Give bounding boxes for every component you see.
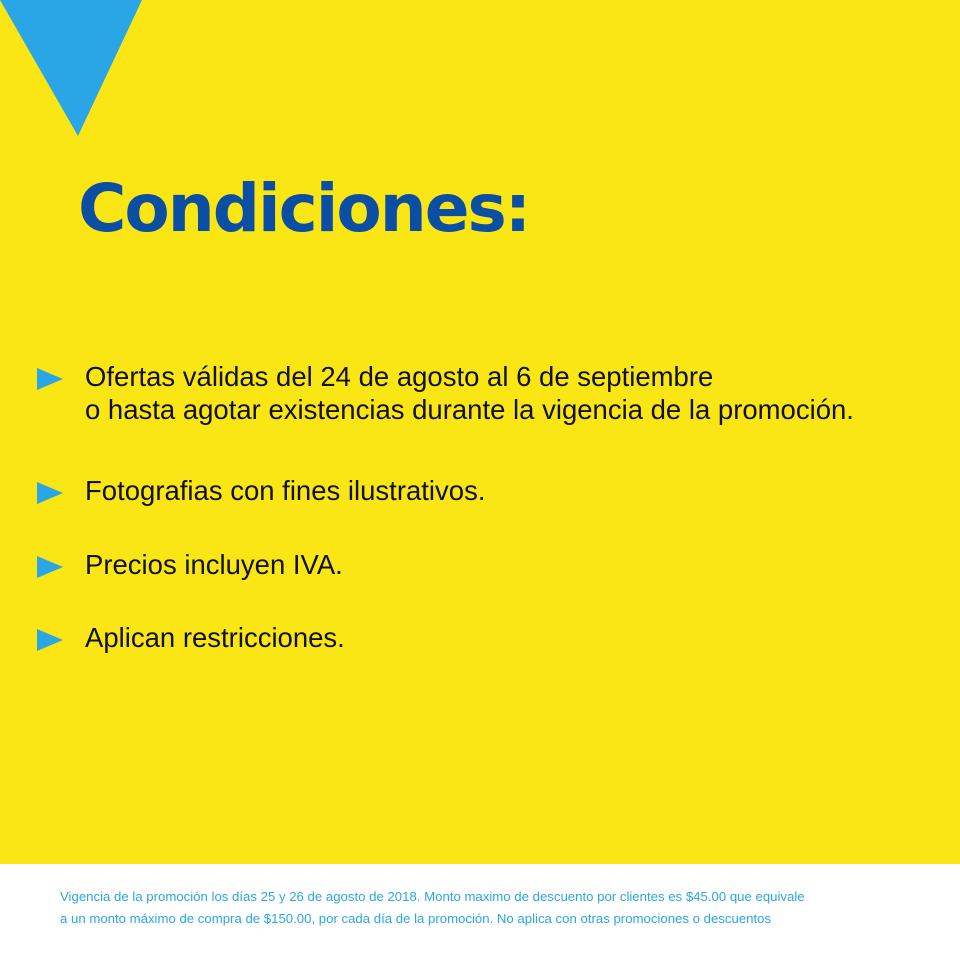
page-title: Condiciones: (78, 170, 530, 247)
footer-line-1: Vigencia de la promoción los días 25 y 26 de agosto de 2018. Monto maximo de descuento por clientes es $45.00 que equivale (60, 889, 805, 904)
triangle-bullet-icon (37, 482, 65, 504)
condition-text-line-2: o hasta agotar existencias durante la vigencia de la promoción. (85, 394, 854, 425)
triangle-bullet-icon (37, 629, 65, 651)
triangle-bullet-icon (37, 368, 65, 390)
triangle-bullet-icon (37, 556, 65, 578)
condition-text: Precios incluyen IVA. (85, 549, 343, 580)
condition-text-line-1: Ofertas válidas del 24 de agosto al 6 de septiembre (85, 361, 714, 392)
condition-text: Aplican restricciones. (85, 622, 345, 653)
corner-triangle-icon (0, 0, 145, 140)
corner-triangle-shape (0, 0, 142, 136)
footer-line-2: a un monto máximo de compra de $150.00, por cada día de la promoción. No aplica con otras promociones o descuentos (60, 911, 772, 926)
condition-text: Fotografias con fines ilustrativos. (85, 475, 486, 506)
footer-disclaimer-text (60, 886, 805, 930)
footer-disclaimer (0, 864, 960, 960)
